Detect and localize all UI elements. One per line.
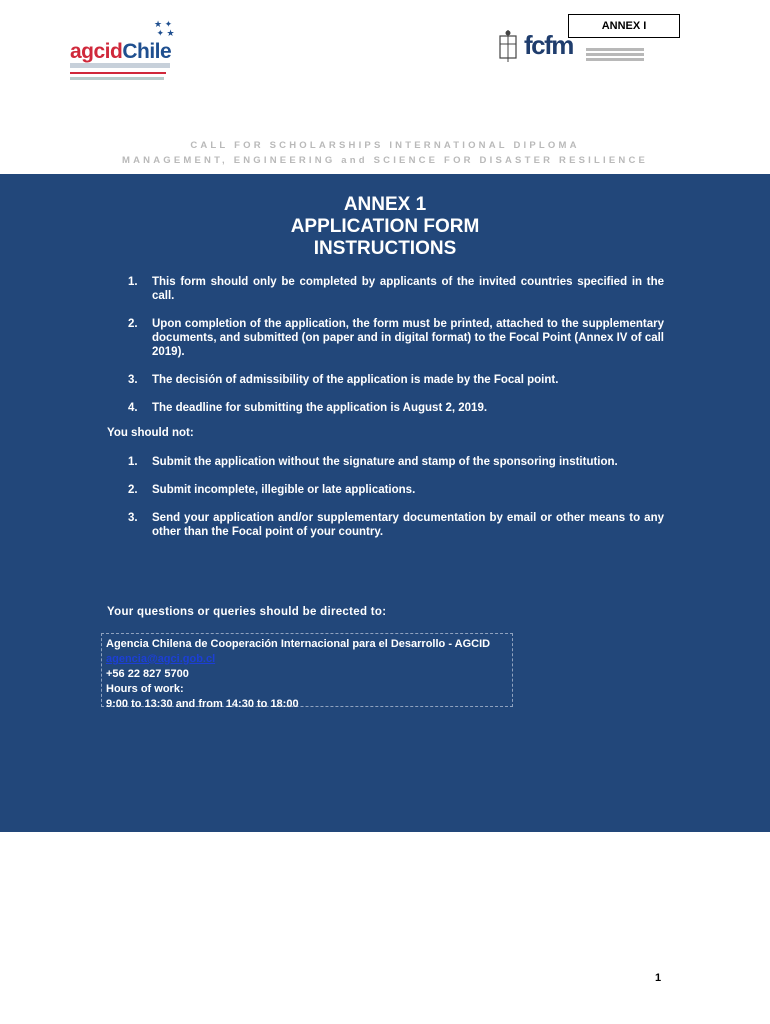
phone-number: +56 22 827 5700 bbox=[106, 668, 189, 680]
call-title-line1: CALL FOR SCHOLARSHIPS INTERNATIONAL DIPLOMA bbox=[190, 140, 580, 151]
agcid-wordmark-part2: Chile bbox=[122, 40, 172, 63]
instructions-list bbox=[128, 275, 664, 415]
list-item: 2. Submit incomplete, illegible or late applications. bbox=[128, 484, 416, 496]
contact-box bbox=[101, 633, 513, 710]
should-not-label: You should not: bbox=[107, 427, 194, 439]
agency-name: Agencia Chilena de Cooperación Internacional para el Desarrollo - AGCID bbox=[106, 638, 491, 650]
fcfm-wordmark: fcfm bbox=[524, 30, 573, 60]
fcfm-logo bbox=[498, 28, 648, 68]
list-item: 1. Submit the application without the signature and stamp of the sponsoring institution. bbox=[128, 456, 618, 468]
list-item: 3. Send your application and/or supplementary documentation by email or other means to any other than the Focal point of your country. bbox=[128, 512, 664, 538]
list-item: 1. This form should only be completed by applicants of the invited countries specified in the call. bbox=[128, 276, 664, 302]
page-number: 1 bbox=[655, 972, 662, 984]
call-title-line2: MANAGEMENT, ENGINEERING and SCIENCE FOR DISASTER RESILIENCE bbox=[121, 155, 649, 166]
agcid-wordmark bbox=[70, 40, 171, 64]
agcid-wordmark-part1: agcid bbox=[70, 40, 123, 63]
questions-label: Your questions or queries should be directed to: bbox=[107, 606, 387, 618]
agcid-divider bbox=[70, 72, 166, 74]
hours-value: 9:00 to 13:30 and from 14:30 to 18:00 bbox=[106, 698, 299, 710]
hours-label: Hours of work: bbox=[106, 683, 184, 695]
annex-label: ANNEX I bbox=[568, 14, 680, 38]
fcfm-subtitle bbox=[586, 48, 644, 63]
stars-icon: ★ ✦ ✦ ★ bbox=[154, 19, 175, 38]
heading-line2: APPLICATION FORM bbox=[290, 216, 480, 237]
page-heading bbox=[0, 194, 770, 260]
should-not-list bbox=[128, 455, 664, 539]
university-crest-icon bbox=[498, 28, 518, 64]
list-item: 3. The decisión of admissibility of the application is made by the Focal point. bbox=[128, 374, 559, 386]
agcid-subtitle bbox=[70, 77, 164, 80]
email-link[interactable]: agencia@agci.gob.cl bbox=[106, 653, 216, 665]
heading-line1: ANNEX 1 bbox=[343, 194, 427, 215]
list-item: 2. Upon completion of the application, the form must be printed, attached to the supplementary documents, and submitted (on paper and in digital format) to the Focal Point (Annex IV of call 2019). bbox=[128, 318, 664, 358]
call-title bbox=[0, 138, 770, 168]
agcid-tagline bbox=[70, 63, 170, 68]
agcid-logo bbox=[70, 20, 190, 80]
instructions-panel bbox=[0, 174, 770, 832]
list-item: 4. The deadline for submitting the application is August 2, 2019. bbox=[128, 402, 488, 414]
heading-line3: INSTRUCTIONS bbox=[313, 238, 457, 259]
